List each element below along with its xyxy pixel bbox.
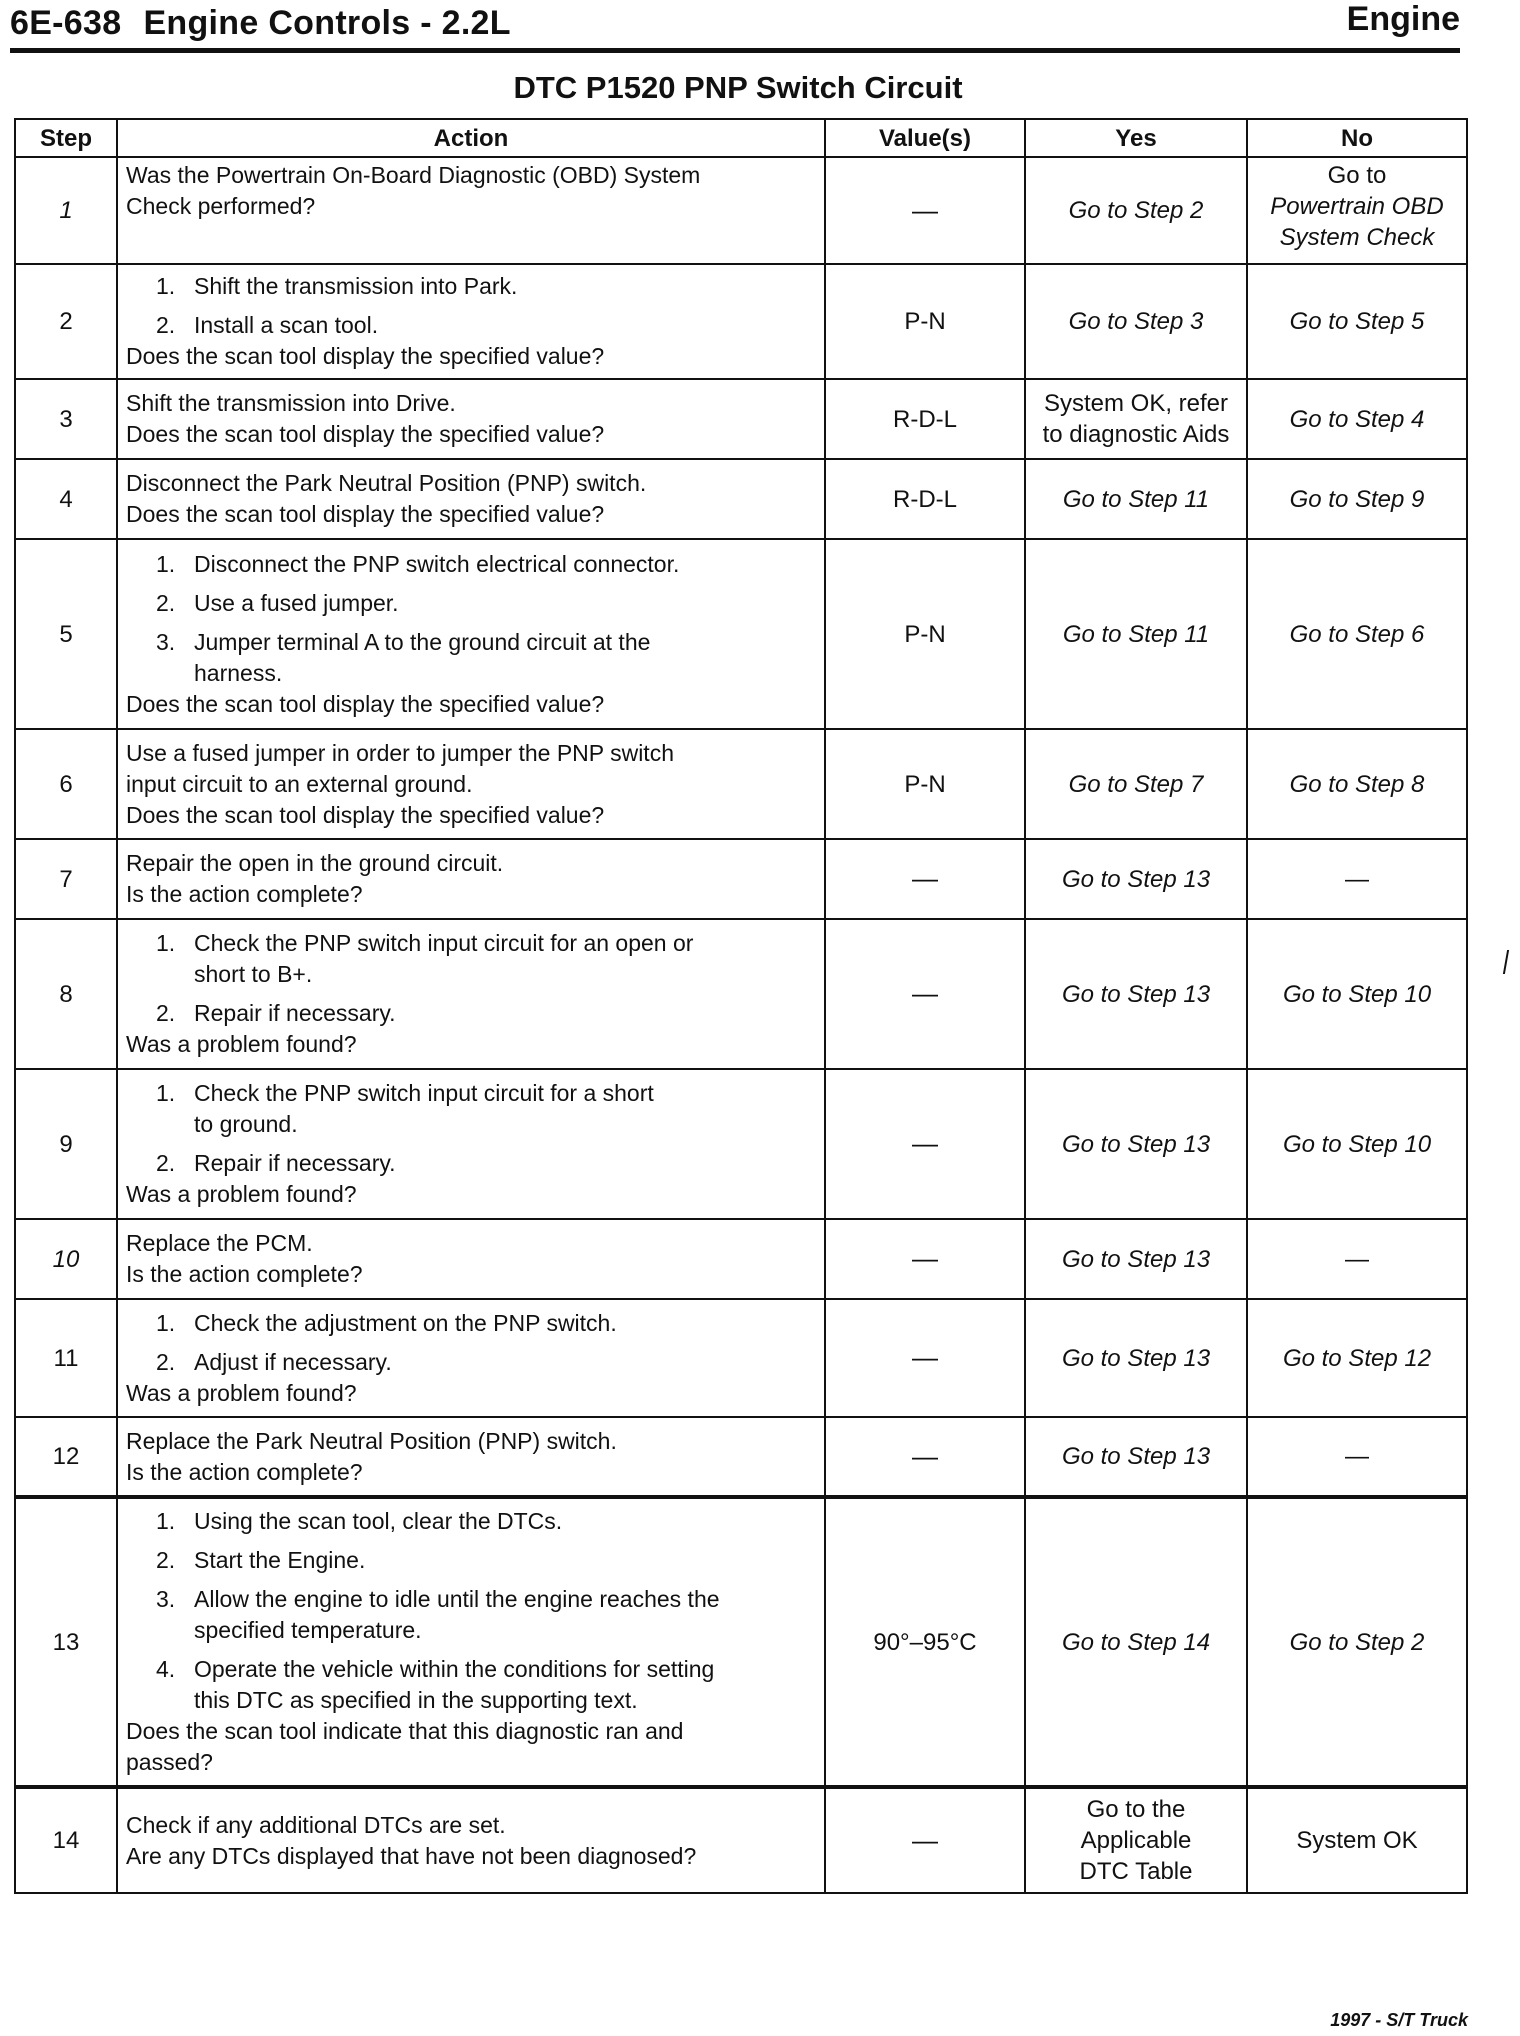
no-cell: Go to Step 2 bbox=[1247, 1497, 1467, 1787]
action-item bbox=[124, 1506, 818, 1537]
item-number: 2. bbox=[156, 1000, 176, 1026]
action-item bbox=[124, 998, 818, 1029]
action-cell bbox=[117, 1787, 825, 1893]
no-cell: — bbox=[1247, 1219, 1467, 1299]
action-cell bbox=[117, 459, 825, 539]
no-cell: Go to Step 6 bbox=[1247, 539, 1467, 729]
item-text: Repair if necessary. bbox=[194, 1000, 396, 1026]
item-number: 2. bbox=[156, 312, 176, 338]
action-cell bbox=[117, 157, 825, 264]
yes-line: Go to the bbox=[1086, 1796, 1186, 1823]
page-code: 6E-638 bbox=[10, 4, 122, 42]
no-line: System Check bbox=[1279, 224, 1435, 251]
yes-cell: Go to Step 3 bbox=[1025, 264, 1247, 379]
step-number: 11 bbox=[15, 1299, 117, 1417]
item-text: Start the Engine. bbox=[194, 1547, 366, 1573]
dtc-table bbox=[14, 118, 1468, 1894]
no-cell: System OK bbox=[1247, 1787, 1467, 1893]
item-text: Check the PNP switch input circuit for a short bbox=[194, 1080, 654, 1106]
yes-cell: Go to Step 13 bbox=[1025, 1069, 1247, 1219]
table-header-row bbox=[15, 119, 1467, 157]
value-text: — bbox=[912, 1128, 938, 1158]
section-name-right: Engine bbox=[1346, 0, 1460, 38]
no-cell: Go to Step 10 bbox=[1247, 919, 1467, 1069]
table-row bbox=[15, 264, 1467, 379]
action-line: input circuit to an external ground. bbox=[126, 770, 473, 797]
step-number: 8 bbox=[15, 919, 117, 1069]
action-question: Does the scan tool display the specified value? bbox=[126, 343, 605, 369]
yes-cell: Go to Step 13 bbox=[1025, 919, 1247, 1069]
action-item bbox=[124, 1078, 818, 1140]
action-line: Is the action complete? bbox=[126, 881, 363, 907]
item-text: Install a scan tool. bbox=[194, 312, 379, 338]
action-line: Does the scan tool display the specified value? bbox=[126, 421, 605, 447]
action-line: Are any DTCs displayed that have not been diagnosed? bbox=[126, 1842, 697, 1869]
value-text: — bbox=[912, 194, 938, 225]
step-number: 14 bbox=[15, 1787, 117, 1893]
value-cell bbox=[825, 1219, 1025, 1299]
action-cell bbox=[117, 1069, 825, 1219]
value-cell: 90°–95°C bbox=[825, 1497, 1025, 1787]
action-line: Use a fused jumper in order to jumper the PNP switch bbox=[126, 739, 674, 766]
item-text: Jumper terminal A to the ground circuit at the bbox=[194, 628, 651, 655]
action-cell bbox=[117, 1299, 825, 1417]
action-line: Is the action complete? bbox=[126, 1458, 363, 1485]
item-number: 2. bbox=[156, 1348, 176, 1375]
action-line: Check performed? bbox=[126, 193, 316, 219]
value-cell bbox=[825, 1417, 1025, 1497]
section-title: Engine Controls - 2.2L bbox=[143, 4, 511, 42]
table-row bbox=[15, 1417, 1467, 1497]
step-number: 4 bbox=[15, 459, 117, 539]
action-question: Does the scan tool display the specified value? bbox=[126, 690, 605, 717]
table-row bbox=[15, 1069, 1467, 1219]
action-line: Replace the PCM. bbox=[126, 1230, 313, 1256]
yes-line: Applicable bbox=[1080, 1827, 1192, 1854]
action-cell bbox=[117, 729, 825, 839]
value-cell bbox=[825, 157, 1025, 264]
action-cell bbox=[117, 839, 825, 919]
action-cell bbox=[117, 264, 825, 379]
table-title: DTC P1520 PNP Switch Circuit bbox=[513, 70, 963, 105]
value-cell bbox=[825, 1787, 1025, 1893]
item-text: harness. bbox=[194, 659, 283, 686]
value-text: — bbox=[912, 1243, 938, 1273]
item-text: short to B+. bbox=[194, 961, 313, 987]
page-header bbox=[10, 0, 1460, 53]
value-cell bbox=[825, 839, 1025, 919]
action-cell bbox=[117, 1417, 825, 1497]
item-text: Operate the vehicle within the conditions for setting bbox=[194, 1656, 715, 1682]
action-cell bbox=[117, 379, 825, 459]
step-number: 13 bbox=[15, 1497, 117, 1787]
table-row bbox=[15, 1299, 1467, 1417]
step-number: 2 bbox=[15, 264, 117, 379]
step-number: 10 bbox=[15, 1219, 117, 1299]
step-number: 5 bbox=[15, 539, 117, 729]
item-text: Adjust if necessary. bbox=[194, 1348, 392, 1375]
page-footer: 1997 - S/T Truck bbox=[1330, 2010, 1468, 2030]
column-header-values: Value(s) bbox=[825, 119, 1025, 157]
step-number: 1 bbox=[15, 157, 117, 264]
item-text: this DTC as specified in the supporting text. bbox=[194, 1687, 638, 1713]
value-text: — bbox=[912, 1342, 938, 1372]
no-cell: Go to Step 12 bbox=[1247, 1299, 1467, 1417]
item-text: Shift the transmission into Park. bbox=[194, 273, 518, 299]
action-question: Was a problem found? bbox=[126, 1379, 357, 1406]
yes-cell: Go to Step 13 bbox=[1025, 1417, 1247, 1497]
item-number: 1. bbox=[156, 1309, 176, 1336]
action-item bbox=[124, 271, 818, 302]
action-question: Was a problem found? bbox=[126, 1031, 357, 1057]
action-question: Does the scan tool indicate that this diagnostic ran and bbox=[126, 1718, 684, 1744]
item-number: 1. bbox=[156, 273, 176, 299]
action-line: Repair the open in the ground circuit. bbox=[126, 850, 504, 876]
action-cell bbox=[117, 539, 825, 729]
column-header-yes: Yes bbox=[1025, 119, 1247, 157]
item-text: Using the scan tool, clear the DTCs. bbox=[194, 1508, 563, 1534]
step-number: 6 bbox=[15, 729, 117, 839]
value-text: — bbox=[912, 978, 938, 1008]
value-cell bbox=[825, 1299, 1025, 1417]
table-row bbox=[15, 1219, 1467, 1299]
item-text: Check the PNP switch input circuit for an open or bbox=[194, 930, 694, 956]
item-text: Check the adjustment on the PNP switch. bbox=[194, 1309, 617, 1336]
table-row bbox=[15, 839, 1467, 919]
no-line: Powertrain OBD bbox=[1270, 193, 1444, 220]
table-row bbox=[15, 1497, 1467, 1787]
yes-cell bbox=[1025, 379, 1247, 459]
item-text: Disconnect the PNP switch electrical connector. bbox=[194, 550, 680, 577]
no-cell: Go to Step 4 bbox=[1247, 379, 1467, 459]
table-row bbox=[15, 459, 1467, 539]
yes-cell: Go to Step 14 bbox=[1025, 1497, 1247, 1787]
item-text: Allow the engine to idle until the engine reaches the bbox=[194, 1586, 720, 1612]
item-text: specified temperature. bbox=[194, 1617, 422, 1643]
action-item bbox=[124, 1654, 818, 1716]
margin-mark bbox=[1503, 950, 1509, 974]
yes-cell: Go to Step 13 bbox=[1025, 1299, 1247, 1417]
yes-line: DTC Table bbox=[1079, 1858, 1193, 1885]
yes-cell: Go to Step 11 bbox=[1025, 539, 1247, 729]
action-line: Shift the transmission into Drive. bbox=[126, 390, 456, 416]
no-line: Go to bbox=[1327, 162, 1387, 189]
table-row bbox=[15, 1787, 1467, 1893]
action-line: Replace the Park Neutral Position (PNP) switch. bbox=[126, 1427, 617, 1454]
item-number: 1. bbox=[156, 930, 176, 956]
action-item bbox=[124, 588, 818, 619]
header-left bbox=[10, 4, 511, 43]
table-row bbox=[15, 729, 1467, 839]
step-number: 3 bbox=[15, 379, 117, 459]
value-cell: P-N bbox=[825, 729, 1025, 839]
action-item bbox=[124, 928, 818, 990]
action-item bbox=[124, 1148, 818, 1179]
value-cell: R-D-L bbox=[825, 459, 1025, 539]
yes-cell: Go to Step 13 bbox=[1025, 839, 1247, 919]
action-question: Was a problem found? bbox=[126, 1181, 357, 1207]
table-row bbox=[15, 919, 1467, 1069]
column-header-step: Step bbox=[15, 119, 117, 157]
step-number: 9 bbox=[15, 1069, 117, 1219]
yes-cell bbox=[1025, 1787, 1247, 1893]
yes-cell: Go to Step 7 bbox=[1025, 729, 1247, 839]
value-text: — bbox=[912, 1824, 938, 1855]
no-cell bbox=[1247, 157, 1467, 264]
action-item bbox=[124, 1584, 818, 1646]
no-cell: Go to Step 9 bbox=[1247, 459, 1467, 539]
item-number: 2. bbox=[156, 589, 176, 616]
item-number: 1. bbox=[156, 1080, 176, 1106]
step-number: 12 bbox=[15, 1417, 117, 1497]
action-line: Check if any additional DTCs are set. bbox=[126, 1811, 506, 1838]
step-number: 7 bbox=[15, 839, 117, 919]
item-text: Repair if necessary. bbox=[194, 1150, 396, 1176]
action-item bbox=[124, 627, 818, 689]
action-cell bbox=[117, 1497, 825, 1787]
item-number: 1. bbox=[156, 550, 176, 577]
table-row bbox=[15, 157, 1467, 264]
yes-line: System OK, refer bbox=[1043, 390, 1229, 417]
action-cell bbox=[117, 919, 825, 1069]
item-number: 4. bbox=[156, 1656, 176, 1682]
value-cell bbox=[825, 1069, 1025, 1219]
yes-cell: Go to Step 11 bbox=[1025, 459, 1247, 539]
column-header-action: Action bbox=[117, 119, 825, 157]
value-cell bbox=[825, 919, 1025, 1069]
value-text: — bbox=[912, 863, 938, 893]
table-row bbox=[15, 539, 1467, 729]
table-row bbox=[15, 379, 1467, 459]
value-cell: P-N bbox=[825, 539, 1025, 729]
no-cell: — bbox=[1247, 1417, 1467, 1497]
action-question: passed? bbox=[126, 1749, 213, 1775]
action-cell bbox=[117, 1219, 825, 1299]
item-number: 3. bbox=[156, 1586, 176, 1612]
item-number: 1. bbox=[156, 1508, 176, 1534]
item-text: to ground. bbox=[194, 1111, 298, 1137]
item-number: 2. bbox=[156, 1150, 176, 1176]
action-item bbox=[124, 310, 818, 341]
action-line: Does the scan tool display the specified value? bbox=[126, 501, 605, 527]
action-line: Is the action complete? bbox=[126, 1261, 363, 1287]
action-item bbox=[124, 1545, 818, 1576]
column-header-no: No bbox=[1247, 119, 1467, 157]
item-text: Use a fused jumper. bbox=[194, 589, 399, 616]
value-cell: P-N bbox=[825, 264, 1025, 379]
yes-cell: Go to Step 2 bbox=[1025, 157, 1247, 264]
yes-cell: Go to Step 13 bbox=[1025, 1219, 1247, 1299]
item-number: 3. bbox=[156, 628, 176, 655]
value-text: — bbox=[912, 1440, 938, 1471]
action-line: Was the Powertrain On-Board Diagnostic (OBD) System bbox=[126, 162, 701, 188]
no-cell: Go to Step 5 bbox=[1247, 264, 1467, 379]
no-cell: Go to Step 8 bbox=[1247, 729, 1467, 839]
no-cell: — bbox=[1247, 839, 1467, 919]
action-item bbox=[124, 1308, 818, 1339]
action-item bbox=[124, 1347, 818, 1378]
yes-line: to diagnostic Aids bbox=[1042, 421, 1230, 448]
item-number: 2. bbox=[156, 1547, 176, 1573]
action-item bbox=[124, 549, 818, 580]
action-line: Does the scan tool display the specified value? bbox=[126, 801, 605, 828]
action-line: Disconnect the Park Neutral Position (PNP) switch. bbox=[126, 470, 647, 496]
no-cell: Go to Step 10 bbox=[1247, 1069, 1467, 1219]
value-cell: R-D-L bbox=[825, 379, 1025, 459]
